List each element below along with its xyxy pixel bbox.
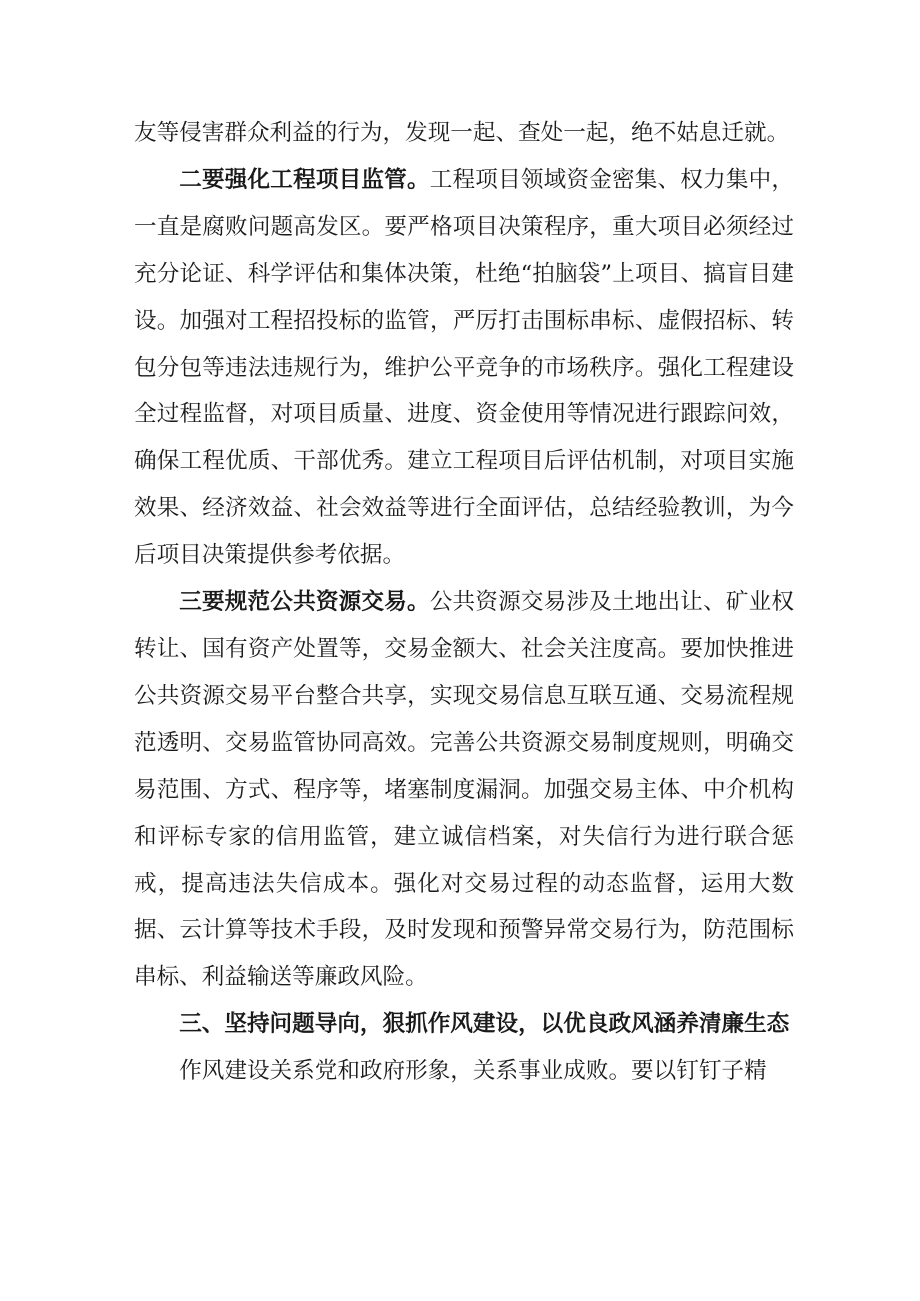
- section-heading: [134, 1001, 794, 1048]
- paragraph-public-resource-trading: [134, 579, 794, 1001]
- paragraph-lead: 三要规范公共资源交易。: [179, 589, 430, 616]
- paragraph-lead: 二要强化工程项目监管。: [179, 166, 430, 193]
- paragraph-text: 工程项目领域资金密集、权力集中，一直是腐败问题高发区。要严格项目决策程序，重大项目必须经过充分论证、科学评估和集体决策，杜绝“拍脑袋”上项目、搞盲目建设。加强对工程招投标的监管，严厉打击围标串标、虚假招标、转包分包等违法违规行为，维护公平竞争的市场秩序。强化工程建设全过程监督，对项目质量、进度、资金使用等情况进行跟踪问效，确保工程优质、干部优秀。建立工程项目后评估机制，对项目实施效果、经济效益、社会效益等进行全面评估，总结经验教训，为今后项目决策提供参考依据。: [134, 166, 795, 569]
- section-heading-text: 三、坚持问题导向，狠抓作风建设，以优良政风涵养清廉生态: [179, 1011, 790, 1038]
- paragraph-text: 作风建设关系党和政府形象，关系事业成败。要以钉钉子精: [179, 1058, 767, 1085]
- paragraph-continuation: [134, 110, 794, 157]
- paragraph-project-supervision: [134, 157, 794, 579]
- document-body: [134, 110, 794, 1095]
- paragraph-work-style: [134, 1048, 794, 1095]
- paragraph-text: 友等侵害群众利益的行为，发现一起、查处一起，绝不姑息迁就。: [134, 120, 790, 146]
- paragraph-text: 公共资源交易涉及土地出让、矿业权转让、国有资产处置等，交易金额大、社会关注度高。要加快推进公共资源交易平台整合共享，实现交易信息互联互通、交易流程规范透明、交易监管协同高效。完善公共资源交易制度规则，明确交易范围、方式、程序等，堵塞制度漏洞。加强交易主体、中介机构和评标专家的信用监管，建立诚信档案，对失信行为进行联合惩戒，提高违法失信成本。强化对交易过程的动态监督，运用大数据、云计算等技术手段，及时发现和预警异常交易行为，防范围标串标、利益输送等廉政风险。: [134, 589, 795, 991]
